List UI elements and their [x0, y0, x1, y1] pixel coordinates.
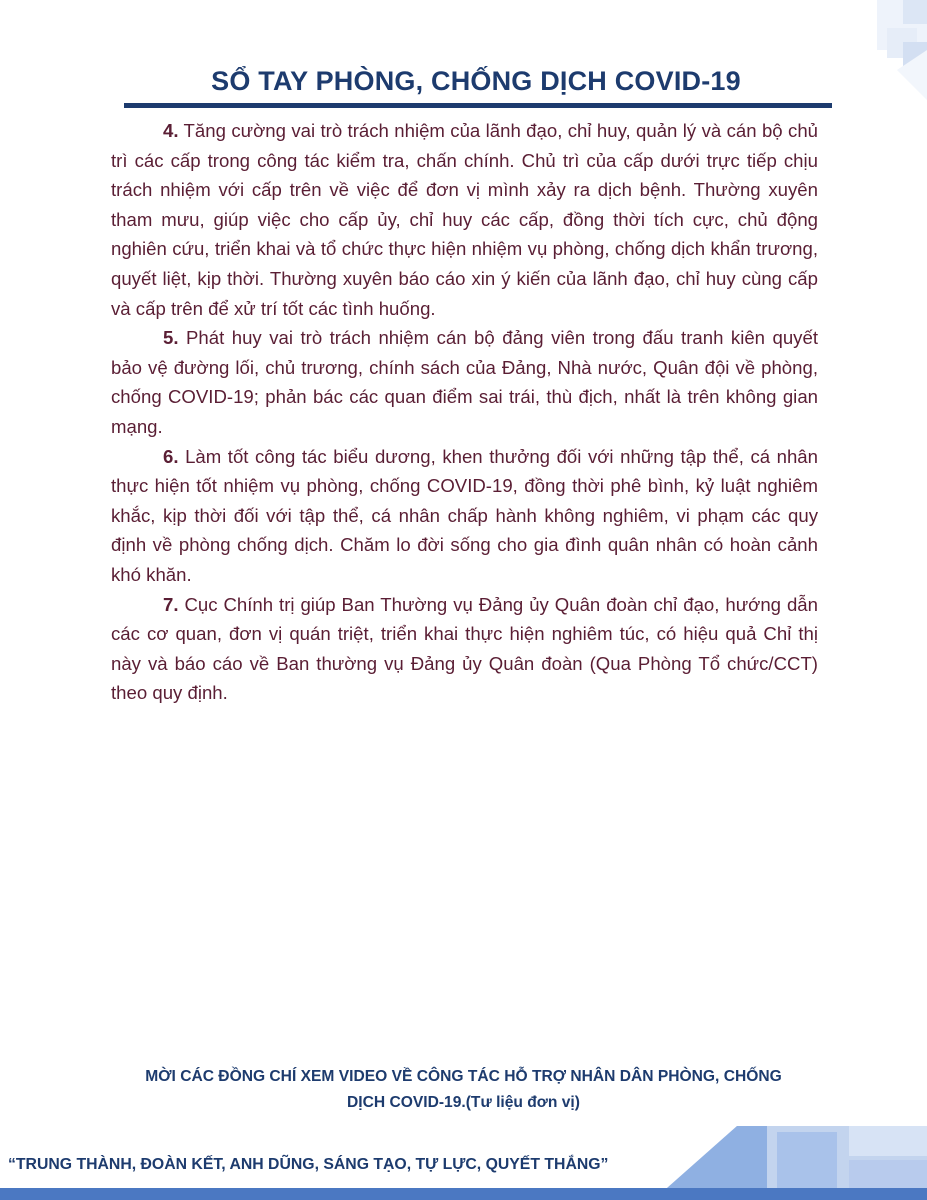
paragraph-7	[111, 590, 818, 708]
paragraph-number: 4.	[163, 120, 179, 141]
video-notice	[100, 1064, 827, 1116]
paragraph-number: 7.	[163, 593, 179, 615]
page-title: SỔ TAY PHÒNG, CHỐNG DỊCH COVID-19	[211, 66, 741, 96]
paragraph-text: Làm tốt công tác biểu dương, khen thưởng đối với những tập thể, cá nhân thực hiện tốt nhiệm vụ phòng, chống COVID-19, đồng thời phê bình, kỷ luật nghiêm khắc, kịp thời đối với tập thể, cá nhân chấp hành không nghiêm, vi phạm các quy định về phòng chống dịch. Chăm lo đời sống cho gia đình quân nhân có hoàn cảnh khó khăn.	[111, 445, 818, 585]
corner-decoration	[817, 0, 927, 100]
title-underline	[124, 103, 832, 108]
motto: “TRUNG THÀNH, ĐOÀN KẾT, ANH DŨNG, SÁNG TẠO, TỰ LỰC, QUYẾT THẮNG”	[8, 1156, 609, 1173]
paragraph-text: Phát huy vai trò trách nhiệm cán bộ đảng viên trong đấu tranh kiên quyết bảo vệ đường lối, chủ trương, chính sách của Đảng, Nhà nước, Quân đội về phòng, chống COVID-19; phản bác các quan điểm sai trái, thù địch, nhất là trên không gian mạng.	[111, 327, 818, 437]
paragraph-4	[111, 116, 818, 323]
paragraph-number: 6.	[163, 445, 179, 467]
paragraph-5	[111, 323, 818, 441]
paragraph-text: Tăng cường vai trò trách nhiệm của lãnh đạo, chỉ huy, quản lý và cán bộ chủ trì các cấp trong công tác kiểm tra, chấn chính. Chủ trì của cấp dưới trực tiếp chịu trách nhiệm với cấp trên về việc để đơn vị mình xảy ra dịch bệnh. Thường xuyên tham mưu, giúp việc cho cấp ủy, chỉ huy các cấp, đồng thời tích cực, chủ động nghiên cứu, triển khai và tổ chức thực hiện nhiệm vụ phòng, chống dịch khẩn trương, quyết liệt, kịp thời. Thường xuyên báo cáo xin ý kiến của lãnh đạo, chỉ huy cùng cấp và cấp trên để xử trí tốt các tình huống.	[111, 120, 818, 319]
paragraph-text: Cục Chính trị giúp Ban Thường vụ Đảng ủy Quân đoàn chỉ đạo, hướng dẫn các cơ quan, đơn vị quán triệt, triển khai thực hiện nghiêm túc, có hiệu quả Chỉ thị này và báo cáo về Ban thường vụ Đảng ủy Quân đoàn (Qua Phòng Tổ chức/CCT) theo quy định.	[111, 593, 818, 704]
paragraph-number: 5.	[163, 327, 179, 349]
document-body	[111, 116, 818, 708]
video-notice-line-1: MỜI CÁC ĐỒNG CHÍ XEM VIDEO VỀ CÔNG TÁC HỖ TRỢ NHÂN DÂN PHÒNG, CHỐNG	[145, 1068, 782, 1085]
footer-bar	[0, 1188, 927, 1200]
footer-decoration	[627, 1126, 927, 1188]
paragraph-6	[111, 442, 818, 590]
video-notice-line-2: DỊCH COVID-19.(Tư liệu đơn vị)	[347, 1094, 580, 1111]
